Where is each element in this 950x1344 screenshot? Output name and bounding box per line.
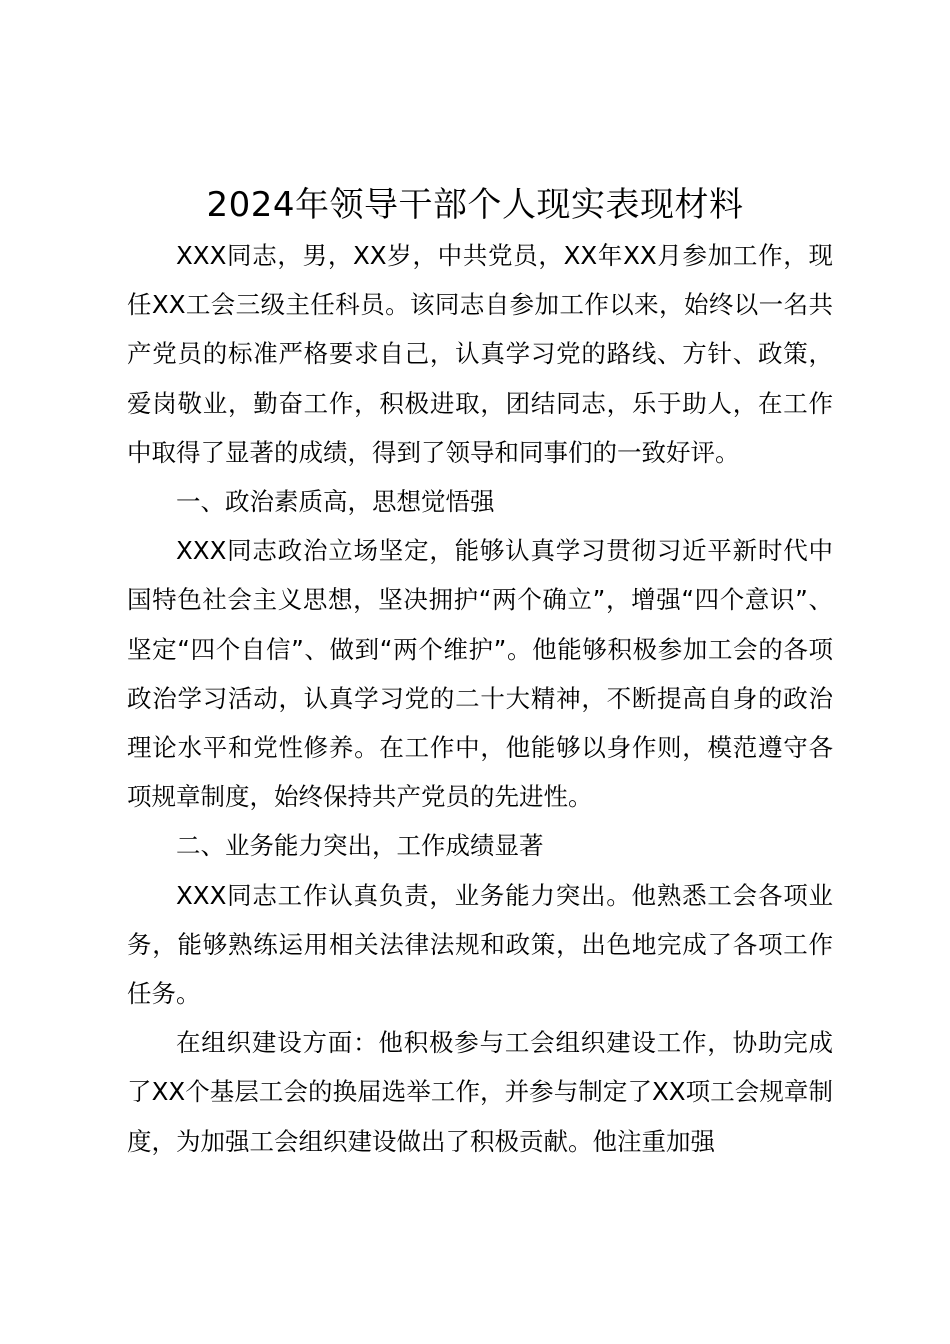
intro-paragraph: XXX同志，男，XX岁，中共党员，XX年XX月参加工作，现任XX工会三级主任科员。该同志自参加工作以来，始终以一名共产党员的标准严格要求自己，认真学习党的路线、方针、政策，爱岗敬业，勤奋工作，积极进取，团结同志，乐于助人，在工作中取得了显著的成绩，得到了领导和同事们的一致好评。 [127, 241, 833, 467]
document-body [127, 231, 833, 1166]
document-title: 2024年领导干部个人现实表现材料 [206, 185, 744, 225]
organization-building-paragraph: 在组织建设方面：他积极参与工会组织建设工作，协助完成了XX个基层工会的换届选举工作，并参与制定了XX项工会规章制度，为加强工会组织建设做出了积极贡献。他注重加强 [127, 1028, 833, 1156]
section-heading-1: 一、政治素质高，思想觉悟强 [176, 487, 495, 517]
section-heading-2: 二、业务能力突出，工作成绩显著 [176, 831, 544, 861]
section-2-paragraph: XXX同志工作认真负责，业务能力突出。他熟悉工会各项业务，能够熟练运用相关法律法规和政策，出色地完成了各项工作任务。 [127, 880, 833, 1009]
section-1-paragraph: XXX同志政治立场坚定，能够认真学习贯彻习近平新时代中国特色社会主义思想，坚决拥护“两个确立”，增强“四个意识”、坚定“四个自信”、做到“两个维护”。他能够积极参加工会的各项政治学习活动，认真学习党的二十大精神，不断提高自身的政治理论水平和党性修养。在工作中，他能够以身作则，模范遵守各项规章制度，始终保持共产党员的先进性。 [127, 536, 833, 812]
